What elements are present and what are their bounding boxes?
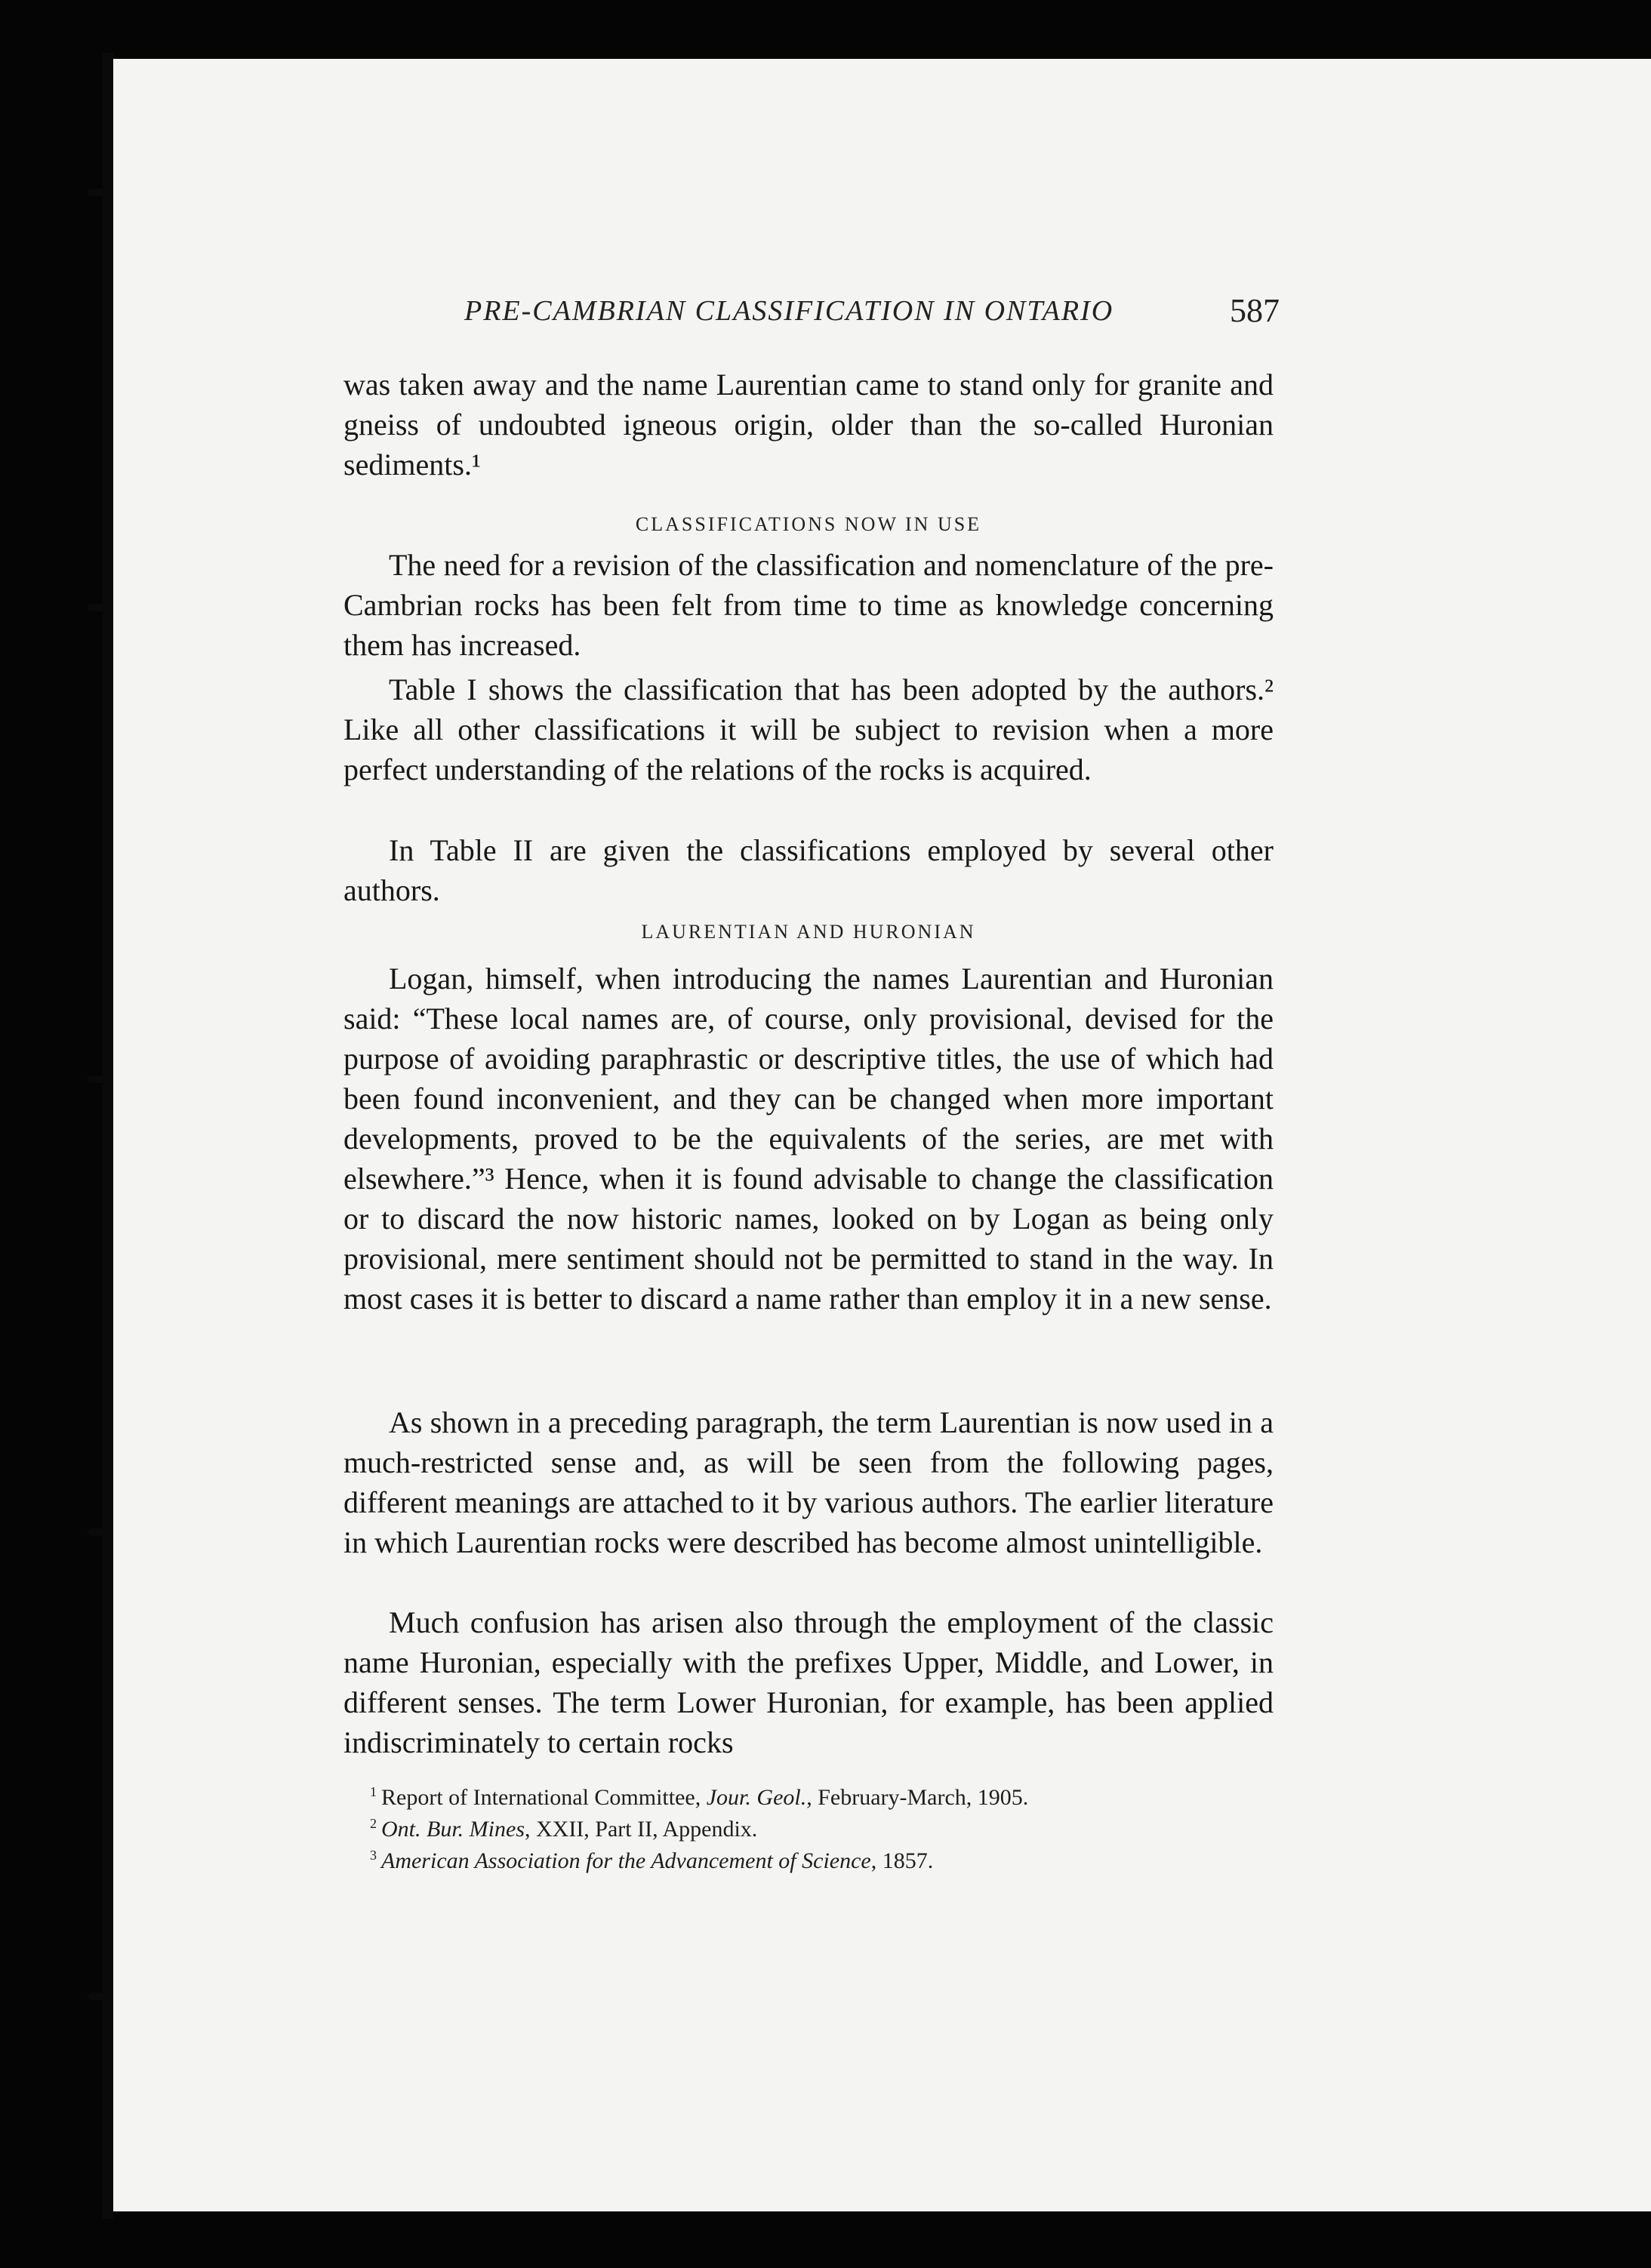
book-binding-edge: [103, 53, 113, 2219]
paragraph-7: Much confusion has arisen also through the employment of the classic name Huronian, especially with the prefixes Upper, Middle, and Lower, in different senses. The term Lower Huronian, for example, has been applied indiscriminately to certain rocks: [343, 1605, 1274, 1759]
footnote-1: $^1$ Report of International Committee, Jour. Geol., February-March, 1905.: [370, 1784, 1029, 1810]
paragraph-5: Logan, himself, when introducing the names Laurentian and Huronian said: “These local names are, of course, only provisional, devised for the purpose of avoiding paraphrastic or descriptive titles, the use of which had been found inconvenient, and they can be changed when more important developments, proved to be the equivalents of the series, are met with elsewhere.”³ Hence, when it is found advisable to change the classification or to discard the now historic names, looked on by Logan as being only provisional, mere sentiment should not be permitted to stand in the way. In most cases it is better to discard a name rather than employ it in a new sense.: [343, 962, 1274, 1316]
paragraph-4: In Table II are given the classifications employed by several other authors.: [343, 833, 1274, 907]
paragraph-1: was taken away and the name Laurentian came to stand only for granite and gneiss of undoubted igneous origin, older than the so-called Huronian sediments.¹: [343, 368, 1274, 482]
paragraph-2: The need for a revision of the classification and nomenclature of the pre-Cambrian rocks has been felt from time to time as knowledge concerning them has increased.: [343, 548, 1274, 662]
page-number: 587: [1230, 292, 1280, 329]
running-title: PRE-CAMBRIAN CLASSIFICATION IN ONTARIO: [464, 295, 1114, 327]
footnote-3: $^3$ American Association for the Advancement of Science, 1857.: [370, 1848, 934, 1873]
footnote-2: $^2$ Ont. Bur. Mines, XXII, Part II, Appendix.: [370, 1816, 758, 1842]
section-heading-classifications: CLASSIFICATIONS NOW IN USE: [635, 513, 982, 535]
paragraph-6: As shown in a preceding paragraph, the term Laurentian is now used in a much-restricted sense and, as will be seen from the following pages, different meanings are attached to it by various authors. The earlier literature in which Laurentian rocks were described has become almost unintelligible.: [343, 1405, 1274, 1559]
paragraph-3: Table I shows the classification that has been adopted by the authors.² Like all other classifications it will be subject to revision when a more perfect understanding of the relations of the rocks is acquired.: [343, 672, 1274, 786]
section-heading-laurentian-huronian: LAURENTIAN AND HURONIAN: [641, 921, 976, 943]
